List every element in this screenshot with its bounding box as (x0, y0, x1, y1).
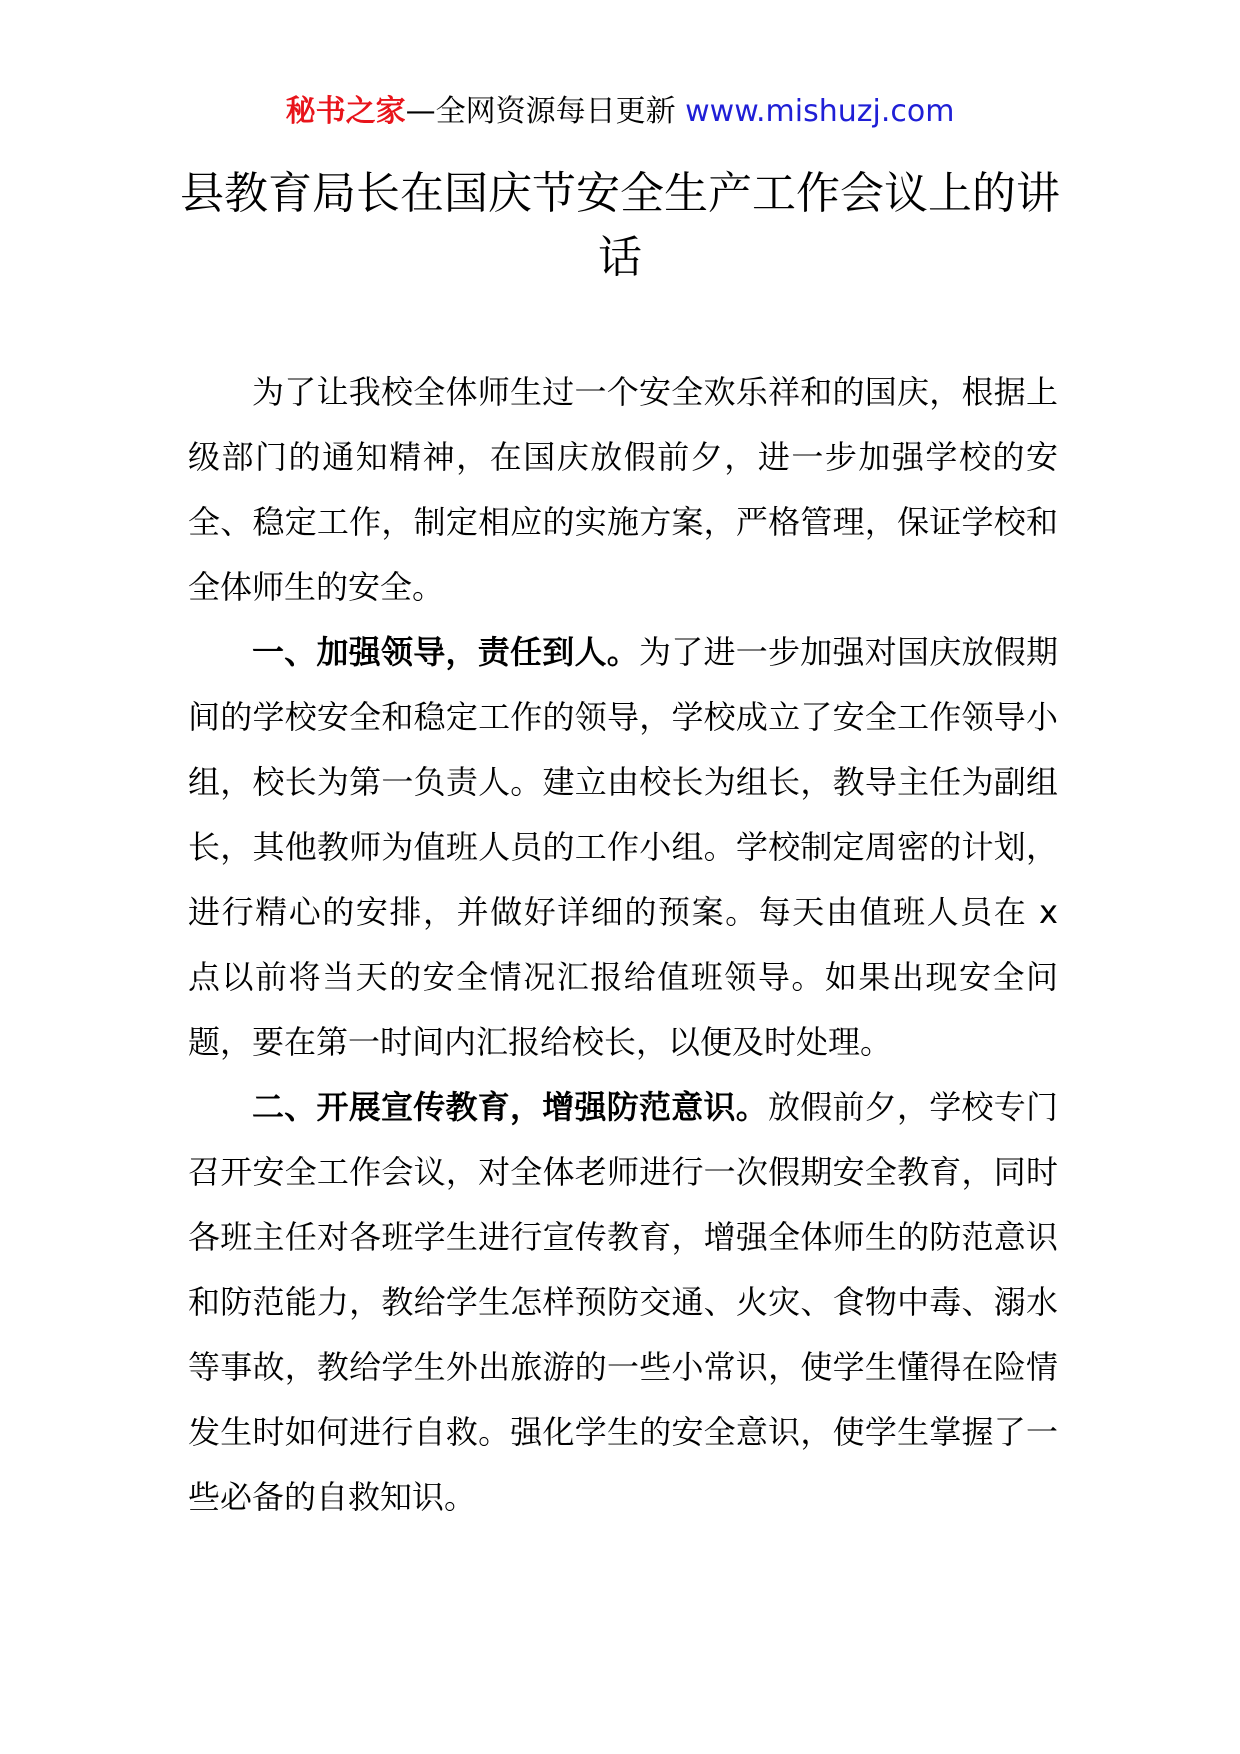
paragraph-heading: 二、开展宣传教育，增强防范意识。 (252, 1088, 768, 1126)
paragraph-section-2 (188, 1075, 1058, 1530)
site-url-link[interactable]: www.mishuzj.com (685, 94, 955, 129)
document-body (188, 360, 1058, 1530)
paragraph-text: 为了进一步加强对国庆放假期间的学校安全和稳定工作的领导，学校成立了安全工作领导小组，校长为第一负责人。建立由校长为组长，教导主任为副组长，其他教师为值班人员的工作小组。学校制定周密的计划，进行精心的安排，并做好详细的预案。每天由值班人员在 x 点以前将当天的安全情况汇报给值班领导。如果出现安全问题，要在第一时间内汇报给校长，以便及时处理。 (188, 633, 1058, 1061)
brand-name: 秘书之家 (285, 94, 406, 129)
paragraph-section-1 (188, 620, 1058, 1075)
paragraph-intro (188, 360, 1058, 620)
paragraph-heading: 一、加强领导，责任到人。 (252, 633, 639, 671)
header-slogan: —全网资源每日更新 (405, 94, 686, 129)
site-header (0, 92, 1240, 132)
paragraph-text: 为了让我校全体师生过一个安全欢乐祥和的国庆，根据上级部门的通知精神，在国庆放假前夕，进一步加强学校的安全、稳定工作，制定相应的实施方案，严格管理，保证学校和全体师生的安全。 (188, 373, 1058, 606)
paragraph-text: 放假前夕，学校专门召开安全工作会议，对全体老师进行一次假期安全教育，同时各班主任对各班学生进行宣传教育，增强全体师生的防范意识和防范能力，教给学生怎样预防交通、火灾、食物中毒、溺水等事故，教给学生外出旅游的一些小常识，使学生懂得在险情发生时如何进行自救。强化学生的安全意识，使学生掌握了一些必备的自救知识。 (188, 1088, 1058, 1516)
document-title: 县教育局长在国庆节安全生产工作会议上的讲话 (180, 168, 1060, 283)
